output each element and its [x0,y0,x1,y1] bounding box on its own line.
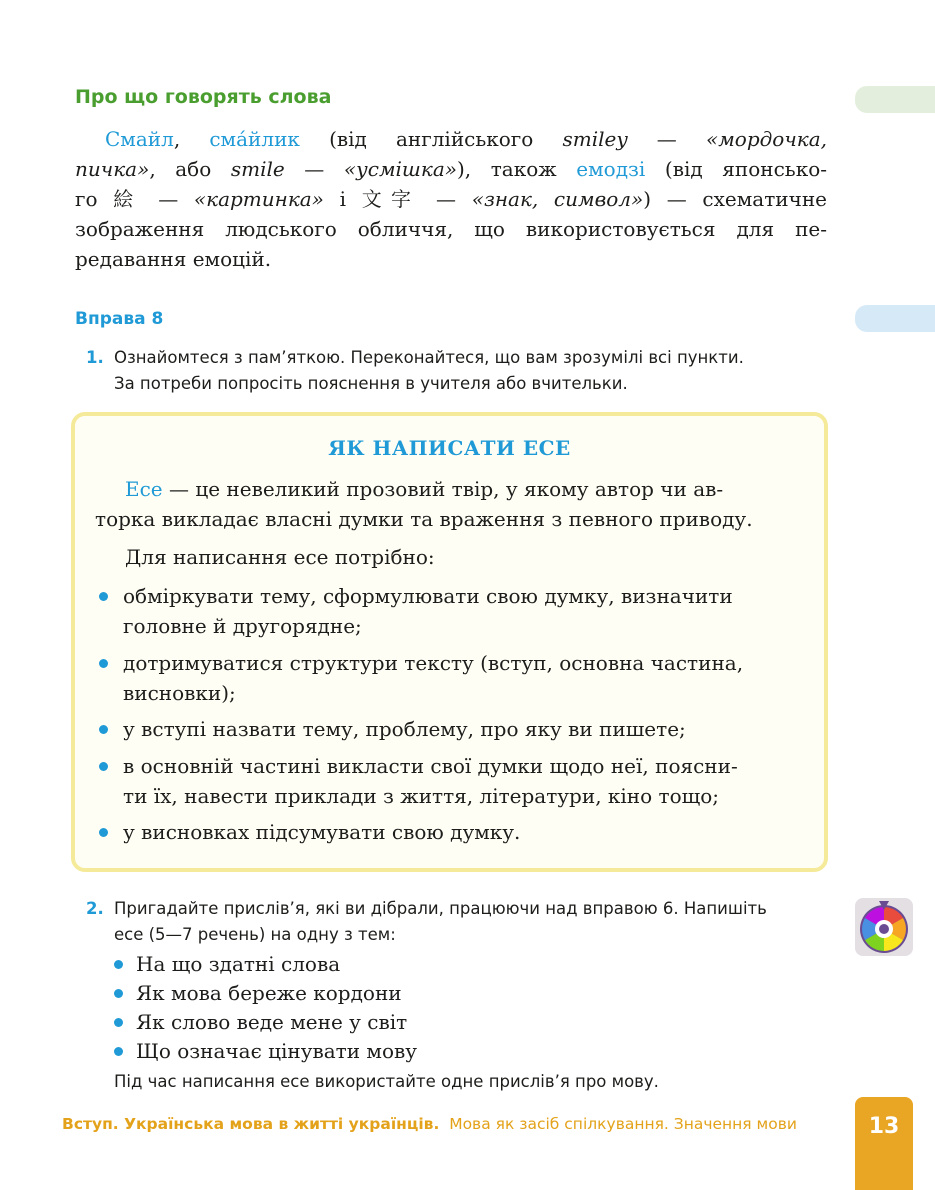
memo-bullet-2: дотримуватися структури тексту (вступ, основна частина, висновки); [99,648,817,708]
task-1 [86,345,828,397]
intro-line-1: Смайл, сма́йлик (від англійського smiley — «мордочка, [105,127,828,151]
memo-bullet-1: обміркувати тему, сформулювати свою думку, визначити головне й другорядне; [99,581,817,641]
topic-item: На що здатні слова [114,950,340,978]
bullet-icon [114,1047,123,1056]
intro-paragraph [75,124,827,274]
memo-definition [95,474,813,534]
bullet-icon [99,725,108,734]
topic-item: Як слово веде мене у світ [114,1008,407,1036]
task-1-line-1: Ознайомтеся з пам’яткою. Переконайтеся, що вам зрозумілі всі пункти. [114,348,744,367]
bullet-icon [99,762,108,771]
section-title: Про що говорять слова [75,86,332,108]
intro-line-5: редавання емоцій. [75,247,272,271]
bullet-icon [114,1018,123,1027]
bullet-icon [114,989,123,998]
bullet-icon [99,828,108,837]
bullet-icon [114,960,123,969]
memo-box [71,412,828,872]
exercise-title: Вправа 8 [75,309,164,329]
memo-title: ЯК НАПИСАТИ ЕСЕ [328,436,571,460]
footer-bold: Вступ. Українська мова в житті українців. [62,1115,440,1133]
task-2-note: Під час написання есе використайте одне прислів’я про мову. [114,1072,659,1091]
color-wheel-icon [855,898,913,956]
memo-bullet-3: у вступі назвати тему, проблему, про яку ви пишете; [99,714,817,744]
task-2-number: 2. [86,899,104,918]
footer-running-title [62,1115,797,1133]
memo-definition-line-1: Есе — це невеликий прозовий твір, у якому автор чи ав- [125,477,724,501]
page-number: 13 [855,1097,913,1190]
side-tab-blue [855,305,935,332]
intro-line-4: зображення людського обличчя, що використовується для пе- [75,217,827,241]
side-tab-green [855,86,935,113]
task-2-line-1: Пригадайте прислів’я, які ви дібрали, працюючи над вправою 6. Напишіть [114,899,767,918]
bullet-icon [99,659,108,668]
footer-rest: Мова як засіб спілкування. Значення мови [449,1115,797,1133]
task-2-line-2: есе (5—7 речень) на одну з тем: [114,925,396,944]
memo-bullet-5: у висновках підсумувати свою думку. [99,817,817,847]
memo-bullet-4: в основній частині викласти свої думки щодо неї, поясни- ти їх, навести приклади з життя, літератури, кіно тощо; [99,751,817,811]
intro-line-2: пичка», або smile — «усмішка»), також емодзі (від японсько- [75,157,827,181]
memo-definition-line-2: торка викладає власні думки та враження з певного приводу. [95,507,753,531]
topic-item: Що означає цінувати мову [114,1037,417,1065]
memo-need: Для написання есе потрібно: [125,545,435,569]
intro-line-3: го 絵 — «картинка» і 文字 — «знак, символ») — схематичне [75,187,827,211]
bullet-icon [99,592,108,601]
task-1-line-2: За потреби попросіть пояснення в учителя або вчительки. [114,374,628,393]
task-1-number: 1. [86,348,104,367]
task-2 [86,896,828,948]
topic-item: Як мова береже кордони [114,979,402,1007]
